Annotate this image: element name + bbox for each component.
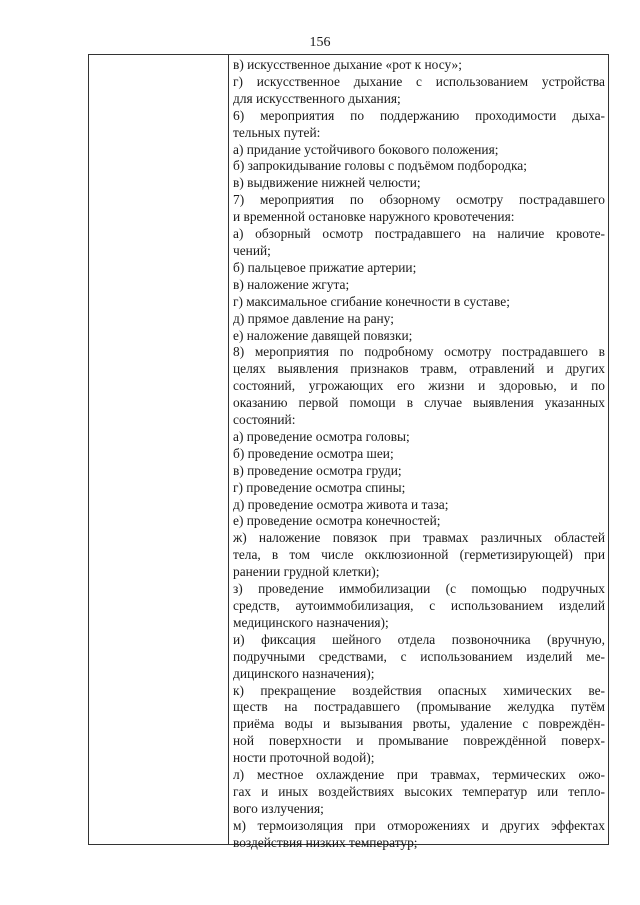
text-line: а) обзорный осмотр пострадавшего на наличие кровоте- — [233, 226, 605, 242]
text-line: медицинского назначения); — [233, 614, 389, 630]
text-line: м) термоизоляция при отморожениях и других эффектах — [233, 817, 605, 833]
text-line: тела, в том числе окклюзионной (герметизирующей) при — [233, 547, 605, 563]
text-line: средств, аутоиммобилизация, с использованием изделий — [233, 598, 605, 613]
text-line: 6) мероприятия по поддержанию проходимости дыха- — [233, 107, 605, 123]
text-line: ранении грудной клетки); — [233, 564, 380, 580]
text-line: д) проведение осмотра живота и таза; — [233, 496, 449, 512]
text-line: з) проведение иммобилизации (с помощью подручных — [233, 581, 605, 597]
text-line: в) выдвижение нижней челюсти; — [233, 175, 421, 191]
page-number: 156 — [309, 35, 331, 50]
text-line: и временной остановке наружного кровотечения: — [233, 209, 515, 225]
text-line: л) местное охлаждение при травмах, термических ожо- — [233, 767, 605, 783]
table-right-column — [233, 57, 605, 852]
text-line: а) проведение осмотра головы; — [233, 428, 410, 444]
text-line: г) проведение осмотра спины; — [233, 479, 406, 495]
text-line: гах и иных воздействиях высоких температур или тепло- — [233, 783, 605, 799]
text-line: б) пальцевое прижатие артерии; — [233, 259, 417, 275]
text-line: в) наложение жгута; — [233, 276, 350, 292]
text-line: к) прекращение воздействия опасных химических ве- — [233, 682, 605, 698]
column-divider — [228, 55, 229, 844]
document-table — [88, 54, 609, 850]
text-line: 8) мероприятия по подробному осмотру пострадавшего в — [233, 344, 605, 360]
text-line: б) проведение осмотра шеи; — [233, 445, 394, 461]
text-line: чений; — [233, 242, 271, 258]
text-line: г) максимальное сгибание конечности в суставе; — [233, 293, 510, 309]
text-line: ной поверхности и промывание повреждённой поверх- — [233, 733, 605, 749]
text-line: состояний: — [233, 412, 296, 428]
text-line: е) наложение давящей повязки; — [233, 327, 413, 343]
text-line: в) искусственное дыхание «рот к носу»; — [233, 57, 462, 72]
text-line: подручными средствами, с использованием изделий ме- — [233, 648, 605, 664]
text-line: ж) наложение повязок при травмах различных областей — [233, 530, 605, 546]
text-line: 7) мероприятия по обзорному осмотру пострадавшего — [233, 192, 605, 208]
text-line: целях выявления признаков травм, отравлений и других — [233, 361, 605, 377]
text-line: приёма воды и вызывания рвоты, удаление с повреждён- — [233, 716, 605, 732]
text-line: ществ на пострадавшего (промывание желудка путём — [233, 699, 605, 715]
text-line: д) прямое давление на рану; — [233, 310, 394, 326]
text-line: оказанию первой помощи в случае выявления указанных — [233, 395, 605, 411]
text-line: дицинского назначения); — [233, 665, 375, 681]
table-left-column — [89, 55, 228, 844]
text-line: а) придание устойчивого бокового положения; — [233, 141, 499, 157]
text-line: в) проведение осмотра груди; — [233, 462, 402, 478]
text-line: тельных путей: — [233, 124, 321, 140]
text-line: для искусственного дыхания; — [233, 90, 401, 106]
text-line: воздействия низких температур; — [233, 834, 418, 850]
text-line: г) искусственное дыхание с использованием устройства — [233, 73, 605, 89]
text-line: б) запрокидывание головы с подъёмом подбородка; — [233, 158, 527, 174]
text-line: и) фиксация шейного отдела позвоночника (вручную, — [233, 631, 605, 647]
text-line: ности проточной водой); — [233, 750, 375, 766]
text-line: состояний, угрожающих его жизни и здоровью, и по — [233, 378, 605, 394]
text-line: е) проведение осмотра конечностей; — [233, 513, 441, 529]
text-line: вого излучения; — [233, 800, 324, 816]
